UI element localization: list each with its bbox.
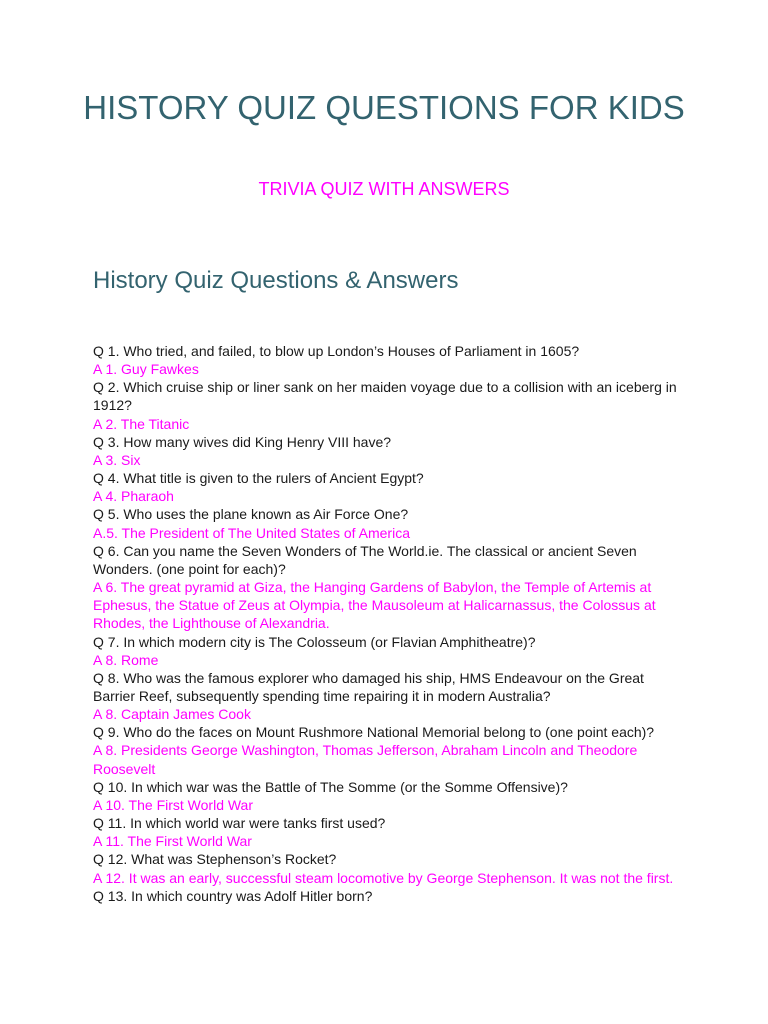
quiz-answer: A 8. Captain James Cook bbox=[93, 706, 251, 723]
document-title: HISTORY QUIZ QUESTIONS FOR KIDS bbox=[83, 89, 685, 126]
quiz-answer: A 8. Presidents George Washington, Thomas Jefferson, Abraham Lincoln and Theodore Roosevelt bbox=[93, 742, 638, 777]
quiz-answer: A 2. The Titanic bbox=[93, 415, 190, 432]
quiz-question: Q 11. In which world war were tanks first used? bbox=[93, 815, 386, 832]
quiz-question: Q 7. In which modern city is The Colosseum (or Flavian Amphitheatre)? bbox=[93, 633, 536, 650]
quiz-answer: A 12. It was an early, successful steam locomotive by George Stephenson. It was not the first. bbox=[93, 869, 674, 886]
quiz-question: Q 8. Who was the famous explorer who damaged his ship, HMS Endeavour on the Great Barrier Reef, subsequently spending time repairing it in modern Australia? bbox=[93, 669, 644, 704]
quiz-question: Q 10. In which war was the Battle of The Somme (or the Somme Offensive)? bbox=[93, 778, 568, 795]
quiz-question: Q 5. Who uses the plane known as Air Force One? bbox=[93, 506, 409, 523]
quiz-answer: A.5. The President of The United States of America bbox=[93, 524, 410, 541]
quiz-question: Q 12. What was Stephenson’s Rocket? bbox=[93, 851, 337, 868]
quiz-answer: A 10. The First World War bbox=[93, 796, 254, 813]
quiz-answer: A 1. Guy Fawkes bbox=[93, 361, 199, 378]
quiz-answer: A 8. Rome bbox=[93, 651, 159, 668]
quiz-list bbox=[93, 342, 678, 905]
quiz-answer: A 4. Pharaoh bbox=[93, 488, 174, 505]
quiz-question: Q 3. How many wives did King Henry VIII have? bbox=[93, 433, 392, 450]
quiz-answer: A 3. Six bbox=[93, 451, 141, 468]
quiz-question: Q 2. Which cruise ship or liner sank on her maiden voyage due to a collision with an iceberg in 1912? bbox=[93, 379, 677, 414]
quiz-question: Q 6. Can you name the Seven Wonders of The World.ie. The classical or ancient Seven Wonders. (one point for each)? bbox=[93, 542, 637, 577]
section-heading: History Quiz Questions & Answers bbox=[93, 267, 459, 294]
quiz-answer: A 11. The First World War bbox=[93, 833, 252, 850]
quiz-answer: A 6. The great pyramid at Giza, the Hanging Gardens of Babylon, the Temple of Artemis at Ephesus, the Statue of Zeus at Olympia, the Mausoleum at Halicarnassus, the Colossus at Rhodes, the Lighthouse of Alexandria. bbox=[93, 579, 656, 632]
quiz-question: Q 9. Who do the faces on Mount Rushmore National Memorial belong to (one point each)? bbox=[93, 724, 655, 741]
quiz-question: Q 4. What title is given to the rulers of Ancient Egypt? bbox=[93, 470, 424, 487]
document-subtitle: TRIVIA QUIZ WITH ANSWERS bbox=[258, 179, 510, 199]
quiz-question: Q 13. In which country was Adolf Hitler born? bbox=[93, 887, 373, 904]
quiz-question: Q 1. Who tried, and failed, to blow up London’s Houses of Parliament in 1605? bbox=[93, 343, 580, 359]
